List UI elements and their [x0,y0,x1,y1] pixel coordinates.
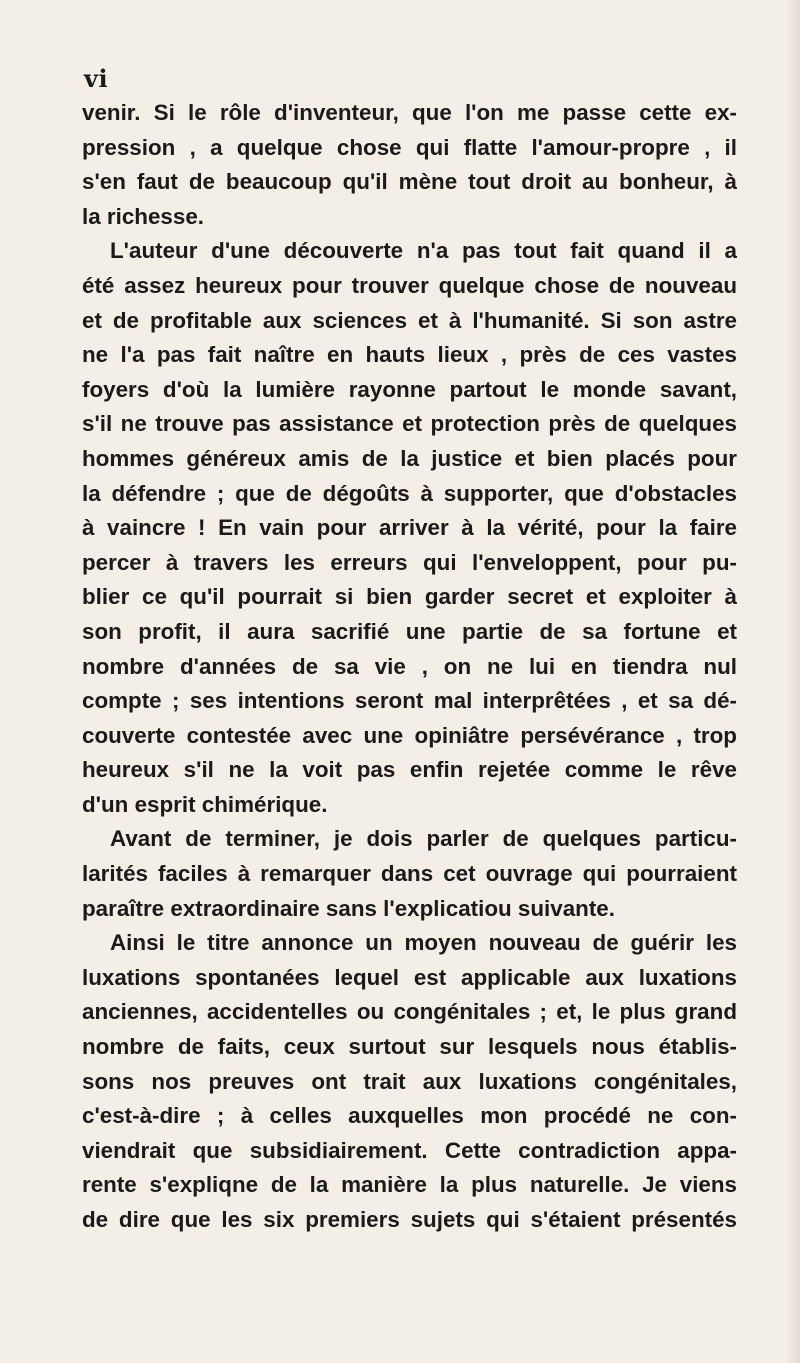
text-line: c'est-à-dire ; à celles auxquelles mon procédé ne con- [82,1103,737,1129]
paragraph [82,926,737,1237]
page-edge-shadow [786,0,800,1363]
text-line: percer à travers les erreurs qui l'enveloppent, pour pu- [82,549,737,575]
text-line: nombre d'années de sa vie , on ne lui en tiendra nul [82,653,737,679]
text-line: larités faciles à remarquer dans cet ouvrage qui pourraient [82,861,737,887]
text-line: et de profitable aux sciences et à l'humanité. Si son astre [82,307,737,333]
paragraph [82,96,737,234]
text-line: été assez heureux pour trouver quelque chose de nouveau [82,272,737,298]
paragraph [82,234,737,822]
text-line: la défendre ; que de dégoûts à supporter, que d'obstacles [82,480,737,506]
paragraph [82,822,737,926]
text-line: d'un esprit chimérique. [82,791,328,817]
text-line: de dire que les six premiers sujets qui s'étaient présentés [82,1207,737,1232]
text-line: heureux s'il ne la voit pas enfin rejetée comme le rêve [82,757,737,783]
text-line: viendrait que subsidiairement. Cette contradiction appa- [82,1137,737,1163]
text-line: pression , a quelque chose qui flatte l'amour-propre , il [82,134,737,160]
text-line: blier ce qu'il pourrait si bien garder secret et exploiter à [82,584,737,610]
text-line: s'en faut de beaucoup qu'il mène tout droit au bonheur, à [82,169,737,195]
text-line: L'auteur d'une découverte n'a pas tout fait quand il a [110,238,737,264]
page-number: vi [84,64,109,93]
text-line: nombre de faits, ceux surtout sur lesquels nous établis- [82,1034,737,1060]
text-line: rente s'expliqne de la manière la plus naturelle. Je viens [82,1172,737,1198]
text-line: sons nos preuves ont trait aux luxations congénitales, [82,1068,737,1094]
text-line: s'il ne trouve pas assistance et protection près de quelques [82,411,737,437]
text-line: Avant de terminer, je dois parler de quelques particu- [110,826,737,852]
text-line: son profit, il aura sacrifié une partie de sa fortune et [82,618,737,644]
text-line: compte ; ses intentions seront mal interprêtées , et sa dé- [82,688,737,714]
text-line: ne l'a pas fait naître en hauts lieux , près de ces vastes [82,342,737,368]
body-text [82,96,737,1238]
text-line: à vaincre ! En vain pour arriver à la vérité, pour la faire [82,515,737,541]
text-line: venir. Si le rôle d'inventeur, que l'on me passe cette ex- [82,100,737,125]
text-line: luxations spontanées lequel est applicable aux luxations [82,964,737,990]
text-line: hommes généreux amis de la justice et bien placés pour [82,445,737,471]
text-line: foyers d'où la lumière rayonne partout le monde savant, [82,376,737,402]
text-line: paraître extraordinaire sans l'explicatiou suivante. [82,895,615,921]
text-line: Ainsi le titre annonce un moyen nouveau de guérir les [110,930,737,956]
text-line: la richesse. [82,203,204,229]
text-line: couverte contestée avec une opiniâtre persévérance , trop [82,722,737,748]
text-line: anciennes, accidentelles ou congénitales ; et, le plus grand [82,999,737,1025]
